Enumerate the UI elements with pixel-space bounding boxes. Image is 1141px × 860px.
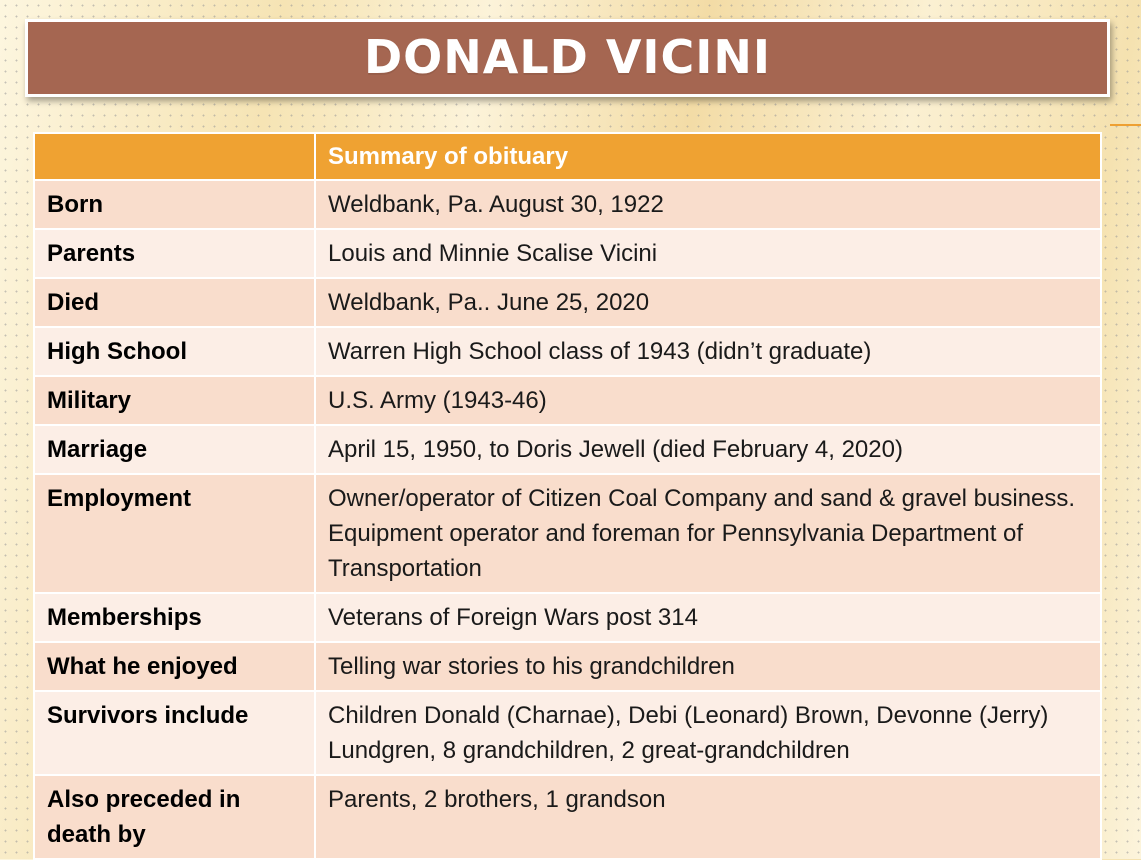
table-row-parents bbox=[34, 229, 1101, 278]
table-row-high-school bbox=[34, 327, 1101, 376]
row-value: Owner/operator of Citizen Coal Company and sand & gravel business. Equipment operator and foreman for Pennsylvania Department of Transportation bbox=[315, 474, 1101, 593]
row-label: Died bbox=[34, 278, 315, 327]
table-row-marriage bbox=[34, 425, 1101, 474]
row-label: Born bbox=[34, 180, 315, 229]
row-value: Weldbank, Pa. August 30, 1922 bbox=[315, 180, 1101, 229]
table-row-born bbox=[34, 180, 1101, 229]
table-header-row bbox=[34, 133, 1101, 180]
row-label: Employment bbox=[34, 474, 315, 593]
table-row-memberships bbox=[34, 593, 1101, 642]
row-value: Parents, 2 brothers, 1 grandson bbox=[315, 775, 1101, 859]
row-label: Marriage bbox=[34, 425, 315, 474]
row-value: April 15, 1950, to Doris Jewell (died February 4, 2020) bbox=[315, 425, 1101, 474]
header-value-cell: Summary of obituary bbox=[315, 133, 1101, 180]
header-label-cell bbox=[34, 133, 315, 180]
row-label: Memberships bbox=[34, 593, 315, 642]
table-row-employment bbox=[34, 474, 1101, 593]
row-value: Telling war stories to his grandchildren bbox=[315, 642, 1101, 691]
row-label: High School bbox=[34, 327, 315, 376]
table-row-died bbox=[34, 278, 1101, 327]
row-label: Survivors include bbox=[34, 691, 315, 775]
title-banner bbox=[25, 19, 1110, 97]
row-label: Parents bbox=[34, 229, 315, 278]
row-label: Also preceded in death by bbox=[34, 775, 315, 859]
row-value: U.S. Army (1943-46) bbox=[315, 376, 1101, 425]
row-value: Louis and Minnie Scalise Vicini bbox=[315, 229, 1101, 278]
table-row-military bbox=[34, 376, 1101, 425]
page-title: DONALD VICINI bbox=[363, 30, 772, 84]
table-row-survivors bbox=[34, 691, 1101, 775]
obituary-summary-table bbox=[33, 132, 1102, 860]
row-value: Warren High School class of 1943 (didn’t graduate) bbox=[315, 327, 1101, 376]
table-row-enjoyed bbox=[34, 642, 1101, 691]
row-value: Weldbank, Pa.. June 25, 2020 bbox=[315, 278, 1101, 327]
table-row-preceded-in-death bbox=[34, 775, 1101, 859]
row-label: What he enjoyed bbox=[34, 642, 315, 691]
row-value: Veterans of Foreign Wars post 314 bbox=[315, 593, 1101, 642]
row-label: Military bbox=[34, 376, 315, 425]
accent-divider bbox=[1110, 124, 1141, 126]
row-value: Children Donald (Charnae), Debi (Leonard) Brown, Devonne (Jerry) Lundgren, 8 grandchildren, 2 great-grandchildren bbox=[315, 691, 1101, 775]
